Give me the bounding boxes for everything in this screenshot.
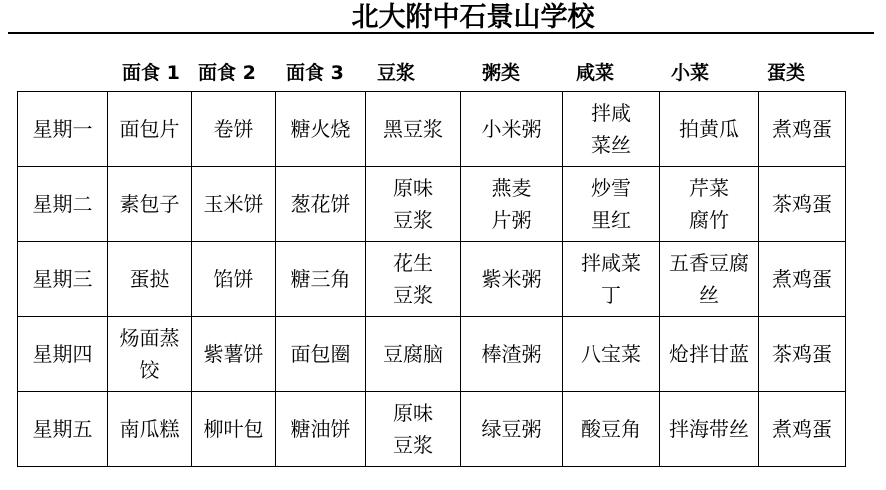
menu-cell xyxy=(108,92,192,167)
menu-cell xyxy=(660,317,759,392)
column-header: 小菜 xyxy=(671,62,710,84)
menu-item-text: 芹菜 腐竹 xyxy=(689,176,729,232)
menu-item-text: 糖三角 xyxy=(290,267,351,291)
menu-cell xyxy=(660,242,759,317)
table-row xyxy=(18,242,846,317)
menu-cell xyxy=(563,392,660,467)
menu-cell xyxy=(366,242,461,317)
menu-item-text: 馅饼 xyxy=(213,267,254,291)
column-header-row xyxy=(0,58,886,88)
menu-item-text: 拌咸菜 丁 xyxy=(581,251,641,307)
menu-cell xyxy=(759,92,846,167)
day-cell xyxy=(18,317,108,392)
menu-cell xyxy=(461,317,563,392)
menu-cell xyxy=(108,317,192,392)
day-label: 星期三 xyxy=(32,267,93,291)
menu-item-text: 卷饼 xyxy=(213,117,254,141)
menu-cell xyxy=(563,92,660,167)
menu-cell xyxy=(108,242,192,317)
column-header: 面食 2 xyxy=(198,62,256,84)
menu-cell xyxy=(366,317,461,392)
menu-cell xyxy=(660,167,759,242)
menu-cell xyxy=(366,92,461,167)
column-header: 豆浆 xyxy=(377,62,416,84)
menu-cell xyxy=(276,392,366,467)
day-cell xyxy=(18,242,108,317)
menu-item-text: 蛋挞 xyxy=(129,267,170,291)
menu-item-text: 紫米粥 xyxy=(481,267,542,291)
menu-item-text: 燕麦 片粥 xyxy=(491,176,532,232)
column-header: 面食 3 xyxy=(286,62,344,84)
menu-item-text: 黑豆浆 xyxy=(383,117,443,141)
menu-cell xyxy=(461,167,563,242)
menu-cell xyxy=(563,242,660,317)
menu-cell xyxy=(759,242,846,317)
menu-item-text: 南瓜糕 xyxy=(119,417,180,441)
day-label: 星期四 xyxy=(32,342,93,366)
menu-item-text: 绿豆粥 xyxy=(481,417,542,441)
table-row xyxy=(18,317,846,392)
menu-item-text: 八宝菜 xyxy=(581,342,641,366)
menu-item-text: 豆腐脑 xyxy=(383,342,443,366)
title-underline xyxy=(8,32,874,34)
menu-item-text: 拍黄瓜 xyxy=(679,117,739,141)
menu-table-body xyxy=(18,92,846,467)
menu-item-text: 炝拌甘蓝 xyxy=(669,342,749,366)
menu-cell xyxy=(660,92,759,167)
column-header: 粥类 xyxy=(482,62,521,84)
menu-cell xyxy=(461,392,563,467)
menu-item-text: 糖火烧 xyxy=(290,117,351,141)
menu-cell xyxy=(276,242,366,317)
menu-item-text: 炒雪 里红 xyxy=(591,176,631,232)
menu-cell xyxy=(192,392,276,467)
menu-item-text: 原味 豆浆 xyxy=(393,176,433,232)
menu-cell xyxy=(108,392,192,467)
menu-item-text: 面包片 xyxy=(119,117,180,141)
menu-item-text: 煮鸡蛋 xyxy=(772,417,832,441)
menu-item-text: 葱花饼 xyxy=(290,192,351,216)
table-row xyxy=(18,167,846,242)
menu-item-text: 素包子 xyxy=(119,192,180,216)
menu-item-text: 玉米饼 xyxy=(203,192,264,216)
menu-cell xyxy=(366,392,461,467)
menu-item-text: 煮鸡蛋 xyxy=(772,267,832,291)
menu-item-text: 茶鸡蛋 xyxy=(772,192,832,216)
menu-item-text: 茶鸡蛋 xyxy=(772,342,832,366)
menu-cell xyxy=(461,92,563,167)
menu-cell xyxy=(192,242,276,317)
menu-cell xyxy=(192,317,276,392)
column-header: 蛋类 xyxy=(767,62,806,84)
menu-item-text: 糖油饼 xyxy=(290,417,351,441)
day-cell xyxy=(18,392,108,467)
day-label: 星期一 xyxy=(32,117,93,141)
menu-cell xyxy=(108,167,192,242)
menu-item-text: 煮鸡蛋 xyxy=(772,117,832,141)
menu-item-text: 小米粥 xyxy=(481,117,542,141)
menu-cell xyxy=(366,167,461,242)
day-cell xyxy=(18,167,108,242)
menu-table xyxy=(17,91,846,467)
menu-cell xyxy=(759,317,846,392)
menu-item-text: 面包圈 xyxy=(290,342,351,366)
menu-cell xyxy=(759,167,846,242)
menu-cell xyxy=(563,167,660,242)
menu-cell xyxy=(276,167,366,242)
menu-item-text: 原味 豆浆 xyxy=(393,401,433,457)
menu-item-text: 五香豆腐 丝 xyxy=(669,251,749,307)
table-row xyxy=(18,92,846,167)
column-header: 面食 1 xyxy=(122,62,180,84)
menu-cell xyxy=(192,92,276,167)
day-cell xyxy=(18,92,108,167)
column-header: 咸菜 xyxy=(576,62,615,84)
page-title: 北大附中石景山学校 xyxy=(351,2,595,33)
menu-item-text: 紫薯饼 xyxy=(203,342,264,366)
menu-item-text: 棒渣粥 xyxy=(481,342,542,366)
menu-cell xyxy=(461,242,563,317)
menu-item-text: 酸豆角 xyxy=(581,417,641,441)
day-label: 星期二 xyxy=(32,192,93,216)
menu-item-text: 拌咸 菜丝 xyxy=(591,101,631,157)
table-row xyxy=(18,392,846,467)
menu-cell xyxy=(276,92,366,167)
menu-item-text: 炀面蒸 饺 xyxy=(119,326,180,382)
menu-cell xyxy=(563,317,660,392)
menu-item-text: 柳叶包 xyxy=(203,417,264,441)
menu-cell xyxy=(759,392,846,467)
day-label: 星期五 xyxy=(32,417,93,441)
menu-cell xyxy=(192,167,276,242)
menu-item-text: 拌海带丝 xyxy=(669,417,749,441)
menu-cell xyxy=(276,317,366,392)
menu-item-text: 花生 豆浆 xyxy=(393,251,433,307)
menu-cell xyxy=(660,392,759,467)
